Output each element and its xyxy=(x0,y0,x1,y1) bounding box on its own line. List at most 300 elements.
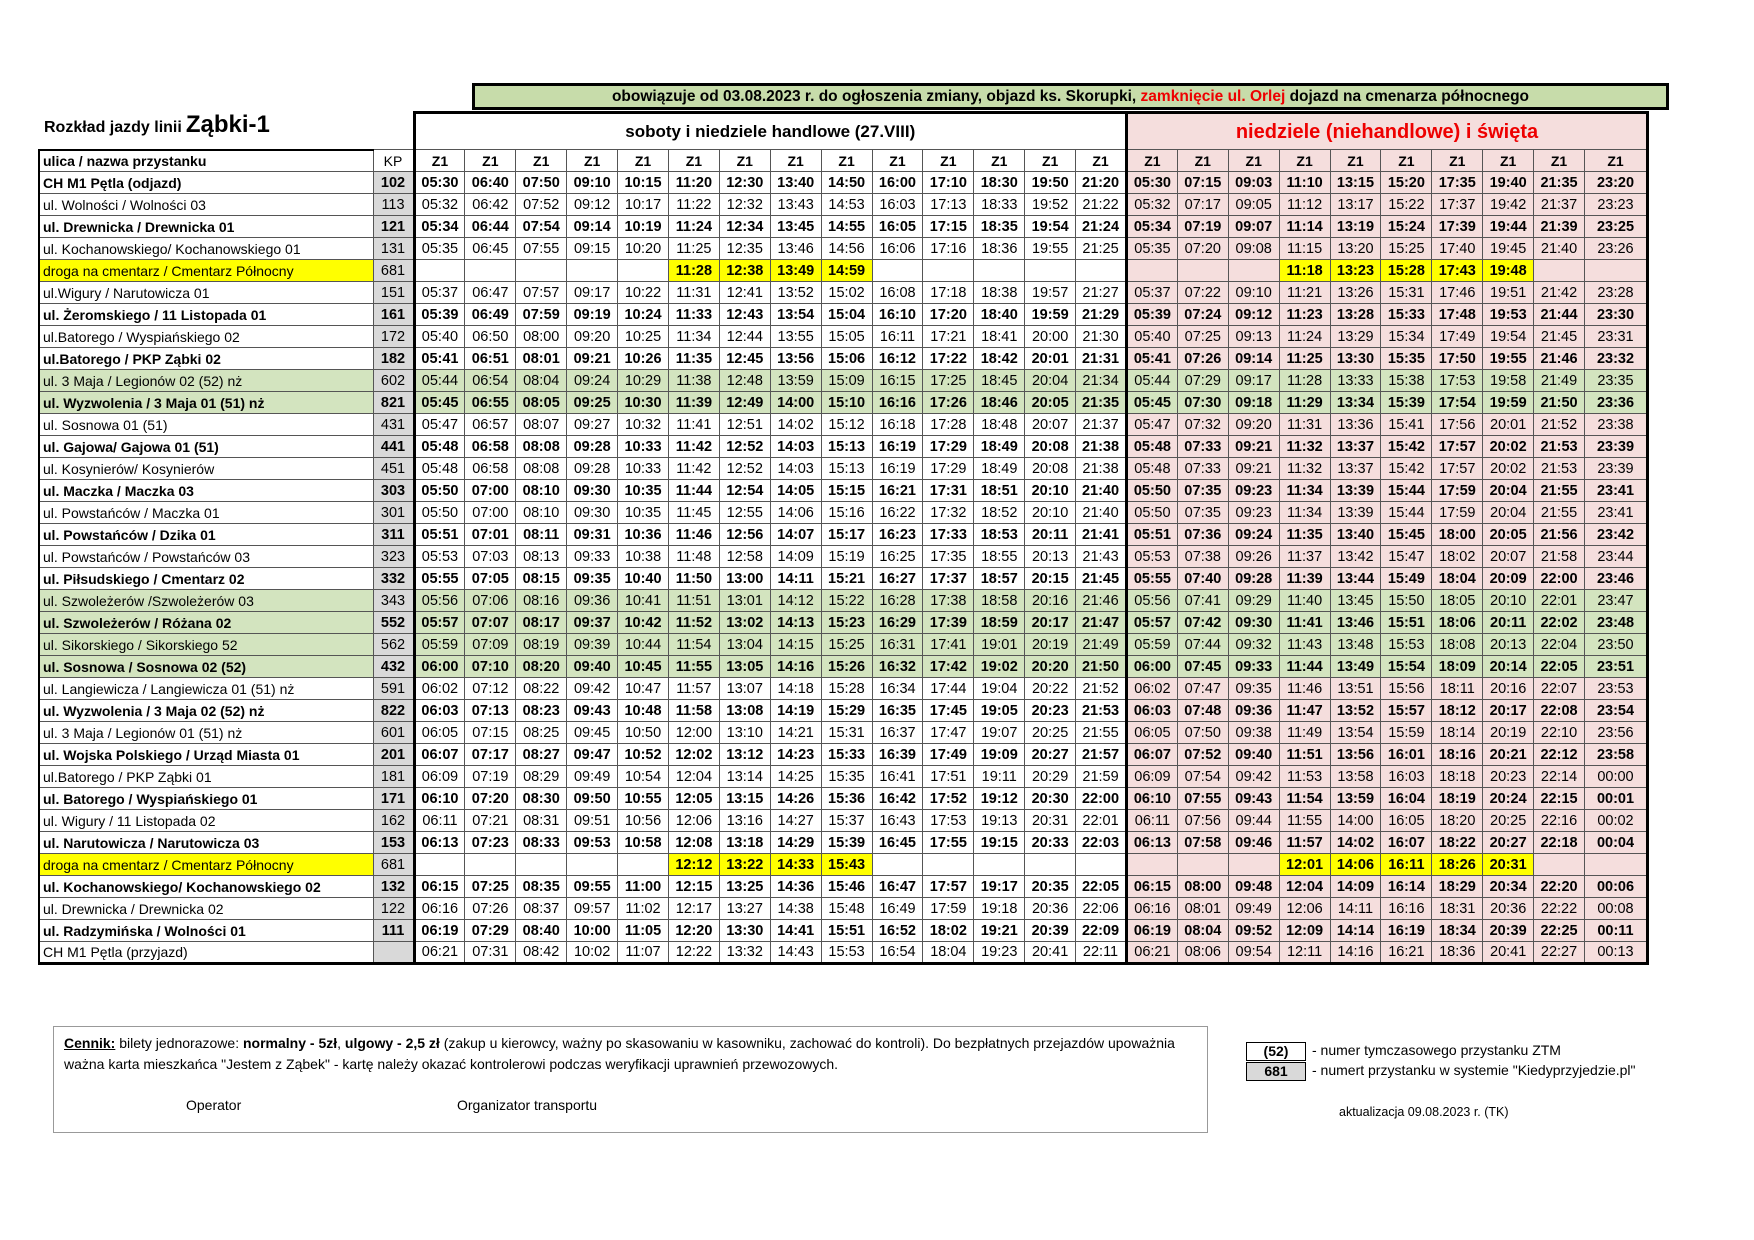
departure-time: 11:46 xyxy=(1279,678,1330,700)
stop-kp: 111 xyxy=(373,920,414,942)
departure-time: 18:11 xyxy=(1432,678,1483,700)
departure-time: 13:23 xyxy=(1330,260,1381,282)
departure-time: 21:39 xyxy=(1534,216,1585,238)
departure-time: 13:54 xyxy=(1330,722,1381,744)
departure-time: 21:55 xyxy=(1534,502,1585,524)
departure-time: 08:04 xyxy=(516,370,567,392)
departure-time: 18:06 xyxy=(1432,612,1483,634)
stop-kp: 181 xyxy=(373,766,414,788)
departure-time: 06:00 xyxy=(1126,656,1177,678)
stop-row xyxy=(39,612,1647,634)
departure-time: 12:15 xyxy=(668,876,719,898)
departure-time: 23:32 xyxy=(1584,348,1647,370)
stop-row xyxy=(39,590,1647,612)
departure-time: 11:34 xyxy=(668,326,719,348)
stop-name: ul. Wigury / 11 Listopada 02 xyxy=(39,810,373,832)
departure-time: 22:09 xyxy=(1076,920,1127,942)
departure-time: 00:02 xyxy=(1584,810,1647,832)
departure-time: 23:38 xyxy=(1584,414,1647,436)
departure-time: 14:07 xyxy=(770,524,821,546)
stop-row xyxy=(39,458,1647,480)
departure-time: 10:26 xyxy=(618,348,669,370)
departure-time: 11:52 xyxy=(668,612,719,634)
departure-time: 00:00 xyxy=(1584,766,1647,788)
departure-time: 15:15 xyxy=(821,480,872,502)
departure-time: 18:41 xyxy=(974,326,1025,348)
departure-time: 06:02 xyxy=(1126,678,1177,700)
stop-kp: 822 xyxy=(373,700,414,722)
departure-time: 15:29 xyxy=(821,700,872,722)
departure-time: 09:13 xyxy=(1228,326,1279,348)
departure-time: 12:54 xyxy=(719,480,770,502)
validity-notice xyxy=(472,83,1669,110)
departure-time: 16:18 xyxy=(872,414,923,436)
departure-time: 11:35 xyxy=(668,348,719,370)
departure-time: 13:37 xyxy=(1330,458,1381,480)
stop-name: ul.Batorego / PKP Ząbki 01 xyxy=(39,766,373,788)
departure-time: 06:58 xyxy=(465,436,516,458)
departure-time: 10:52 xyxy=(618,744,669,766)
stop-kp: 102 xyxy=(373,172,414,194)
departure-time: 14:38 xyxy=(770,898,821,920)
departure-time: 15:37 xyxy=(821,810,872,832)
departure-time: 05:51 xyxy=(414,524,465,546)
departure-time: 21:46 xyxy=(1534,348,1585,370)
departure-time: 17:45 xyxy=(923,700,974,722)
departure-time: 09:24 xyxy=(1228,524,1279,546)
departure-time: 11:47 xyxy=(1279,700,1330,722)
departure-time: 12:20 xyxy=(668,920,719,942)
departure-time: 22:05 xyxy=(1534,656,1585,678)
stop-name: ul. Wyzwolenia / 3 Maja 01 (51) nż xyxy=(39,392,373,414)
departure-time: 12:48 xyxy=(719,370,770,392)
departure-time: 10:17 xyxy=(618,194,669,216)
departure-time: 13:29 xyxy=(1330,326,1381,348)
departure-time: 17:50 xyxy=(1432,348,1483,370)
departure-time: 05:50 xyxy=(1126,480,1177,502)
departure-time: 21:35 xyxy=(1534,172,1585,194)
departure-time: 12:06 xyxy=(1279,898,1330,920)
departure-time: 08:08 xyxy=(516,458,567,480)
departure-time: 11:51 xyxy=(668,590,719,612)
departure-time: 05:34 xyxy=(1126,216,1177,238)
departure-time: 16:47 xyxy=(872,876,923,898)
price-normal: normalny - 5zł xyxy=(242,1035,338,1051)
departure-time: 15:59 xyxy=(1381,722,1432,744)
departure-time: 21:20 xyxy=(1076,172,1127,194)
departure-time: 09:40 xyxy=(1228,744,1279,766)
departure-time: 10:50 xyxy=(618,722,669,744)
departure-time: 05:40 xyxy=(1126,326,1177,348)
departure-time: 21:38 xyxy=(1076,458,1127,480)
departure-time: 21:22 xyxy=(1076,194,1127,216)
stop-kp: 113 xyxy=(373,194,414,216)
course-header: Z1 xyxy=(618,150,669,172)
departure-time: 11:12 xyxy=(1279,194,1330,216)
departure-time: 11:28 xyxy=(1279,370,1330,392)
departure-time: 07:41 xyxy=(1177,590,1228,612)
departure-time: 09:51 xyxy=(567,810,618,832)
departure-time: 10:58 xyxy=(618,832,669,854)
stop-name: CH M1 Pętla (przyjazd) xyxy=(39,942,373,964)
departure-time: 18:49 xyxy=(974,458,1025,480)
departure-time: 22:14 xyxy=(1534,766,1585,788)
departure-time: 06:09 xyxy=(414,766,465,788)
departure-time: 10:25 xyxy=(618,326,669,348)
departure-time: 11:32 xyxy=(1279,458,1330,480)
departure-time: 13:10 xyxy=(719,722,770,744)
departure-time xyxy=(618,260,669,282)
departure-time: 13:39 xyxy=(1330,502,1381,524)
departure-time: 17:59 xyxy=(1432,480,1483,502)
departure-time: 07:17 xyxy=(465,744,516,766)
departure-time: 13:16 xyxy=(719,810,770,832)
departure-time: 17:16 xyxy=(923,238,974,260)
departure-time: 07:59 xyxy=(516,304,567,326)
departure-time: 11:55 xyxy=(668,656,719,678)
departure-time: 07:30 xyxy=(1177,392,1228,414)
departure-time: 16:10 xyxy=(872,304,923,326)
stop-row xyxy=(39,414,1647,436)
departure-time: 11:57 xyxy=(1279,832,1330,854)
departure-time: 20:22 xyxy=(1025,678,1076,700)
departure-time: 21:43 xyxy=(1076,546,1127,568)
departure-time: 23:50 xyxy=(1584,634,1647,656)
course-header: Z1 xyxy=(974,150,1025,172)
departure-time: 22:10 xyxy=(1534,722,1585,744)
departure-time: 16:03 xyxy=(872,194,923,216)
departure-time: 15:36 xyxy=(821,788,872,810)
stop-row xyxy=(39,942,1647,964)
departure-time: 12:58 xyxy=(719,546,770,568)
departure-time: 23:35 xyxy=(1584,370,1647,392)
departure-time: 17:56 xyxy=(1432,414,1483,436)
stop-kp: 332 xyxy=(373,568,414,590)
departure-time: 09:07 xyxy=(1228,216,1279,238)
stop-row xyxy=(39,898,1647,920)
departure-time: 16:43 xyxy=(872,810,923,832)
departure-time: 20:35 xyxy=(1025,876,1076,898)
stop-row xyxy=(39,282,1647,304)
departure-time: 15:06 xyxy=(821,348,872,370)
departure-time: 09:42 xyxy=(567,678,618,700)
departure-time: 20:15 xyxy=(1025,568,1076,590)
departure-time: 05:53 xyxy=(414,546,465,568)
course-header: Z1 xyxy=(1381,150,1432,172)
departure-time: 19:59 xyxy=(1025,304,1076,326)
departure-time: 20:04 xyxy=(1025,370,1076,392)
stop-kp: 121 xyxy=(373,216,414,238)
departure-time: 09:10 xyxy=(1228,282,1279,304)
departure-time: 17:28 xyxy=(923,414,974,436)
departure-time: 09:49 xyxy=(1228,898,1279,920)
departure-time: 11:33 xyxy=(668,304,719,326)
stop-row xyxy=(39,700,1647,722)
departure-time: 20:05 xyxy=(1025,392,1076,414)
title-line: Ząbki-1 xyxy=(185,110,270,138)
departure-time: 11:29 xyxy=(1279,392,1330,414)
departure-time: 07:19 xyxy=(1177,216,1228,238)
departure-time: 07:00 xyxy=(465,502,516,524)
departure-time: 15:19 xyxy=(821,546,872,568)
departure-time: 15:12 xyxy=(821,414,872,436)
departure-time: 05:47 xyxy=(1126,414,1177,436)
departure-time: 08:15 xyxy=(516,568,567,590)
departure-time: 22:05 xyxy=(1076,876,1127,898)
departure-time: 00:08 xyxy=(1584,898,1647,920)
departure-time xyxy=(974,260,1025,282)
departure-time: 06:13 xyxy=(1126,832,1177,854)
departure-time: 21:53 xyxy=(1534,436,1585,458)
departure-time: 07:10 xyxy=(465,656,516,678)
departure-time: 06:00 xyxy=(414,656,465,678)
departure-time: 06:49 xyxy=(465,304,516,326)
departure-time: 09:36 xyxy=(567,590,618,612)
departure-time: 23:42 xyxy=(1584,524,1647,546)
stop-kp: 431 xyxy=(373,414,414,436)
departure-time: 18:20 xyxy=(1432,810,1483,832)
course-header: Z1 xyxy=(567,150,618,172)
stop-kp: 131 xyxy=(373,238,414,260)
departure-time: 20:07 xyxy=(1025,414,1076,436)
departure-time: 11:40 xyxy=(1279,590,1330,612)
stop-name: ul. Wyzwolenia / 3 Maja 02 (52) nż xyxy=(39,700,373,722)
departure-time: 16:23 xyxy=(872,524,923,546)
departure-time: 14:06 xyxy=(1330,854,1381,876)
departure-time: 11:39 xyxy=(1279,568,1330,590)
departure-time: 09:03 xyxy=(1228,172,1279,194)
departure-time: 14:14 xyxy=(1330,920,1381,942)
departure-time: 11:44 xyxy=(1279,656,1330,678)
departure-time: 17:35 xyxy=(1432,172,1483,194)
departure-time: 17:32 xyxy=(923,502,974,524)
departure-time: 22:20 xyxy=(1534,876,1585,898)
departure-time: 21:25 xyxy=(1076,238,1127,260)
departure-time: 12:35 xyxy=(719,238,770,260)
departure-time: 13:33 xyxy=(1330,370,1381,392)
departure-time: 06:57 xyxy=(465,414,516,436)
stop-kp: 132 xyxy=(373,876,414,898)
departure-time: 15:33 xyxy=(821,744,872,766)
departure-time: 15:28 xyxy=(1381,260,1432,282)
course-header: Z1 xyxy=(1534,150,1585,172)
departure-time: 16:04 xyxy=(1381,788,1432,810)
departure-time xyxy=(1228,260,1279,282)
departure-time: 19:50 xyxy=(1025,172,1076,194)
departure-time: 20:13 xyxy=(1025,546,1076,568)
departure-time: 06:19 xyxy=(1126,920,1177,942)
departure-time: 16:42 xyxy=(872,788,923,810)
stop-kp: 153 xyxy=(373,832,414,854)
departure-time: 23:30 xyxy=(1584,304,1647,326)
legend-text-temp: - numer tymczasowego przystanku ZTM xyxy=(1312,1042,1561,1059)
departure-time: 06:58 xyxy=(465,458,516,480)
departure-time xyxy=(1025,854,1076,876)
departure-time: 21:34 xyxy=(1076,370,1127,392)
course-header: Z1 xyxy=(1177,150,1228,172)
departure-time: 20:04 xyxy=(1483,502,1534,524)
departure-time: 08:33 xyxy=(516,832,567,854)
departure-time: 18:18 xyxy=(1432,766,1483,788)
departure-time: 18:08 xyxy=(1432,634,1483,656)
departure-time: 18:34 xyxy=(1432,920,1483,942)
departure-time: 14:26 xyxy=(770,788,821,810)
departure-time: 16:27 xyxy=(872,568,923,590)
departure-time: 11:25 xyxy=(1279,348,1330,370)
departure-time: 07:38 xyxy=(1177,546,1228,568)
stop-kp: 162 xyxy=(373,810,414,832)
departure-time: 11:20 xyxy=(668,172,719,194)
departure-time: 09:23 xyxy=(1228,480,1279,502)
stop-row xyxy=(39,832,1647,854)
departure-time: 08:08 xyxy=(516,436,567,458)
departure-time: 06:07 xyxy=(1126,744,1177,766)
departure-time: 22:06 xyxy=(1076,898,1127,920)
departure-time: 21:46 xyxy=(1076,590,1127,612)
departure-time: 07:29 xyxy=(465,920,516,942)
departure-time: 20:08 xyxy=(1025,436,1076,458)
departure-time: 16:29 xyxy=(872,612,923,634)
departure-time: 20:16 xyxy=(1025,590,1076,612)
departure-time: 15:44 xyxy=(1381,480,1432,502)
departure-time: 12:56 xyxy=(719,524,770,546)
departure-time: 18:29 xyxy=(1432,876,1483,898)
departure-time: 10:15 xyxy=(618,172,669,194)
departure-time: 07:50 xyxy=(1177,722,1228,744)
departure-time: 20:07 xyxy=(1483,546,1534,568)
stop-name: ul. Batorego / Wyspiańskiego 01 xyxy=(39,788,373,810)
departure-time: 06:13 xyxy=(414,832,465,854)
departure-time: 09:28 xyxy=(567,436,618,458)
departure-time: 12:12 xyxy=(668,854,719,876)
departure-time: 20:34 xyxy=(1483,876,1534,898)
departure-time: 19:55 xyxy=(1483,348,1534,370)
departure-time: 08:07 xyxy=(516,414,567,436)
departure-time: 12:00 xyxy=(668,722,719,744)
departure-time: 23:56 xyxy=(1584,722,1647,744)
stop-name: ul. Narutowicza / Narutowicza 03 xyxy=(39,832,373,854)
departure-time: 07:54 xyxy=(516,216,567,238)
departure-time: 09:30 xyxy=(567,502,618,524)
departure-time xyxy=(1076,854,1127,876)
departure-time: 14:03 xyxy=(770,458,821,480)
departure-time: 16:25 xyxy=(872,546,923,568)
stop-kp: 161 xyxy=(373,304,414,326)
departure-time: 13:42 xyxy=(1330,546,1381,568)
departure-time: 11:15 xyxy=(1279,238,1330,260)
departure-time: 22:08 xyxy=(1534,700,1585,722)
departure-time: 13:51 xyxy=(1330,678,1381,700)
departure-time: 17:35 xyxy=(923,546,974,568)
footer-info xyxy=(53,1026,1208,1133)
departure-time: 16:08 xyxy=(872,282,923,304)
departure-time: 06:51 xyxy=(465,348,516,370)
departure-time: 13:58 xyxy=(1330,766,1381,788)
departure-time: 15:34 xyxy=(1381,326,1432,348)
departure-time: 15:38 xyxy=(1381,370,1432,392)
stop-name: ul. Sikorskiego / Sikorskiego 52 xyxy=(39,634,373,656)
departure-time: 22:16 xyxy=(1534,810,1585,832)
departure-time: 11:38 xyxy=(668,370,719,392)
course-header: Z1 xyxy=(1432,150,1483,172)
departure-time: 08:00 xyxy=(516,326,567,348)
departure-time: 09:45 xyxy=(567,722,618,744)
departure-time: 14:55 xyxy=(821,216,872,238)
departure-time: 20:31 xyxy=(1483,854,1534,876)
stop-row xyxy=(39,766,1647,788)
departure-time: 20:02 xyxy=(1483,458,1534,480)
departure-time: 06:03 xyxy=(1126,700,1177,722)
departure-time: 15:39 xyxy=(821,832,872,854)
departure-time: 14:16 xyxy=(1330,942,1381,964)
departure-time: 08:05 xyxy=(516,392,567,414)
departure-time: 07:00 xyxy=(465,480,516,502)
stop-name: ul. Drewnicka / Drewnicka 02 xyxy=(39,898,373,920)
departure-time: 19:54 xyxy=(1025,216,1076,238)
departure-time: 15:43 xyxy=(821,854,872,876)
departure-time: 17:25 xyxy=(923,370,974,392)
departure-time: 10:30 xyxy=(618,392,669,414)
departure-time: 16:07 xyxy=(1381,832,1432,854)
departure-time: 10:47 xyxy=(618,678,669,700)
departure-time: 07:55 xyxy=(1177,788,1228,810)
departure-time: 21:27 xyxy=(1076,282,1127,304)
departure-time: 05:37 xyxy=(1126,282,1177,304)
departure-time: 18:59 xyxy=(974,612,1025,634)
departure-time: 19:52 xyxy=(1025,194,1076,216)
departure-time: 21:40 xyxy=(1534,238,1585,260)
departure-time: 09:55 xyxy=(567,876,618,898)
departure-time: 00:13 xyxy=(1584,942,1647,964)
departure-time: 09:43 xyxy=(1228,788,1279,810)
departure-time: 06:05 xyxy=(414,722,465,744)
departure-time: 05:40 xyxy=(414,326,465,348)
departure-time: 07:25 xyxy=(465,876,516,898)
departure-time: 13:30 xyxy=(1330,348,1381,370)
departure-time: 10:20 xyxy=(618,238,669,260)
departure-time: 15:41 xyxy=(1381,414,1432,436)
departure-time: 13:08 xyxy=(719,700,770,722)
departure-time: 15:04 xyxy=(821,304,872,326)
departure-time: 20:30 xyxy=(1025,788,1076,810)
departure-time: 12:06 xyxy=(668,810,719,832)
departure-time: 13:02 xyxy=(719,612,770,634)
departure-time: 05:59 xyxy=(414,634,465,656)
departure-time: 14:11 xyxy=(1330,898,1381,920)
departure-time: 12:11 xyxy=(1279,942,1330,964)
departure-time: 16:16 xyxy=(1381,898,1432,920)
departure-time: 11:34 xyxy=(1279,502,1330,524)
departure-time xyxy=(567,854,618,876)
departure-time: 07:35 xyxy=(1177,502,1228,524)
stop-name: ul. Powstańców / Maczka 01 xyxy=(39,502,373,524)
departure-time: 17:51 xyxy=(923,766,974,788)
departure-time: 09:30 xyxy=(567,480,618,502)
departure-time: 09:08 xyxy=(1228,238,1279,260)
stop-name: ul. Żeromskiego / 11 Listopada 01 xyxy=(39,304,373,326)
departure-time: 10:42 xyxy=(618,612,669,634)
departure-time: 21:38 xyxy=(1076,436,1127,458)
departure-time: 21:50 xyxy=(1076,656,1127,678)
departure-time: 12:01 xyxy=(1279,854,1330,876)
departure-time: 08:06 xyxy=(1177,942,1228,964)
departure-time: 00:11 xyxy=(1584,920,1647,942)
departure-time: 07:15 xyxy=(465,722,516,744)
departure-time: 10:24 xyxy=(618,304,669,326)
departure-time: 22:11 xyxy=(1076,942,1127,964)
departure-time: 20:10 xyxy=(1025,502,1076,524)
departure-time: 16:49 xyxy=(872,898,923,920)
